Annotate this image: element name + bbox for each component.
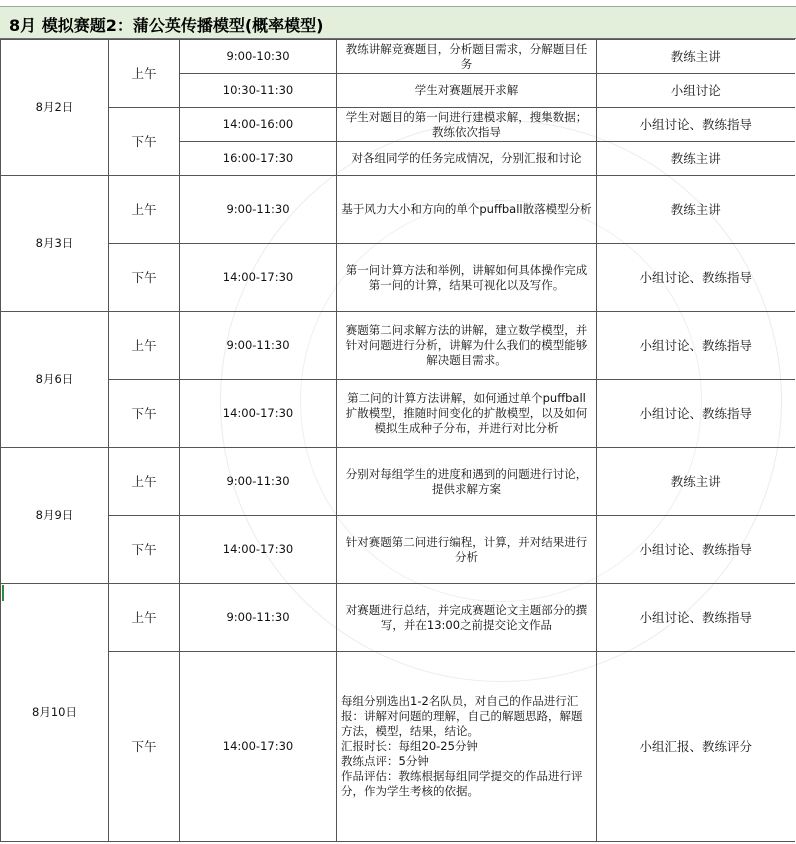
- table-row[interactable]: [1, 652, 795, 842]
- segment-cell[interactable]: 上午: [109, 312, 180, 380]
- form-cell[interactable]: 教练主讲: [597, 40, 795, 74]
- form-cell[interactable]: 小组讨论、教练指导: [597, 244, 795, 312]
- content-cell[interactable]: 基于风力大小和方向的单个puffball散落模型分析: [337, 176, 597, 244]
- content-cell[interactable]: 对赛题进行总结，并完成赛题论文主题部分的撰写，并在13:00之前提交论文作品: [337, 584, 597, 652]
- table-row[interactable]: [1, 448, 795, 516]
- time-cell[interactable]: 9:00-11:30: [180, 312, 337, 380]
- content-cell[interactable]: [337, 652, 597, 842]
- time-cell[interactable]: 14:00-17:30: [180, 652, 337, 842]
- content-cell[interactable]: 针对赛题第二问进行编程，计算，并对结果进行分析: [337, 516, 597, 584]
- date-cell[interactable]: 8月10日: [1, 584, 109, 842]
- time-cell[interactable]: 14:00-17:30: [180, 244, 337, 312]
- form-cell[interactable]: 小组汇报、教练评分: [597, 652, 795, 842]
- time-cell[interactable]: 14:00-16:00: [180, 108, 337, 142]
- form-cell[interactable]: 小组讨论、教练指导: [597, 108, 795, 142]
- form-cell[interactable]: 小组讨论、教练指导: [597, 584, 795, 652]
- table-row[interactable]: [1, 584, 795, 652]
- page-title: 8月 模拟赛题2：蒲公英传播模型(概率模型): [9, 16, 324, 35]
- row-selection-marker: [2, 585, 4, 601]
- time-cell[interactable]: 9:00-10:30: [180, 40, 337, 74]
- segment-cell[interactable]: 下午: [109, 380, 180, 448]
- content-cell[interactable]: 教练讲解竞赛题目，分析题目需求，分解题目任务: [337, 40, 597, 74]
- content-cell[interactable]: 对各组同学的任务完成情况，分别汇报和讨论: [337, 142, 597, 176]
- content-line: 汇报时长：每组20-25分钟: [341, 739, 478, 753]
- schedule-grid: [0, 39, 795, 842]
- table-row[interactable]: [1, 380, 795, 448]
- table-row[interactable]: [1, 244, 795, 312]
- content-cell[interactable]: 分别对每组学生的进度和遇到的问题进行讨论，提供求解方案: [337, 448, 597, 516]
- segment-cell[interactable]: 下午: [109, 108, 180, 176]
- time-cell[interactable]: 10:30-11:30: [180, 74, 337, 108]
- segment-cell[interactable]: 上午: [109, 584, 180, 652]
- form-cell[interactable]: 教练主讲: [597, 448, 795, 516]
- title-row[interactable]: [0, 7, 796, 39]
- table-row[interactable]: [1, 312, 795, 380]
- time-cell[interactable]: 9:00-11:30: [180, 176, 337, 244]
- table-row[interactable]: [1, 516, 795, 584]
- date-cell[interactable]: 8月6日: [1, 312, 109, 448]
- segment-cell[interactable]: 下午: [109, 652, 180, 842]
- content-cell[interactable]: 第一问计算方法和举例，讲解如何具体操作完成第一问的计算，结果可视化以及写作。: [337, 244, 597, 312]
- time-cell[interactable]: 9:00-11:30: [180, 584, 337, 652]
- date-cell[interactable]: 8月2日: [1, 40, 109, 176]
- table-row[interactable]: [1, 108, 795, 142]
- time-cell[interactable]: 14:00-17:30: [180, 516, 337, 584]
- table-row[interactable]: [1, 176, 795, 244]
- form-cell[interactable]: 小组讨论、教练指导: [597, 516, 795, 584]
- time-cell[interactable]: 16:00-17:30: [180, 142, 337, 176]
- time-cell[interactable]: 14:00-17:30: [180, 380, 337, 448]
- time-cell[interactable]: 9:00-11:30: [180, 448, 337, 516]
- content-line: 教练点评：5分钟: [341, 754, 429, 768]
- form-cell[interactable]: 小组讨论、教练指导: [597, 312, 795, 380]
- content-cell[interactable]: 学生对赛题展开求解: [337, 74, 597, 108]
- content-cell[interactable]: 学生对题目的第一问进行建模求解，搜集数据；教练依次指导: [337, 108, 597, 142]
- segment-cell[interactable]: 上午: [109, 448, 180, 516]
- form-cell[interactable]: 小组讨论: [597, 74, 795, 108]
- content-line: 作品评估：教练根据每组同学提交的作品进行评分，作为学生考核的依据。: [341, 769, 583, 798]
- form-cell[interactable]: 教练主讲: [597, 142, 795, 176]
- date-cell[interactable]: 8月3日: [1, 176, 109, 312]
- sheet-top-strip: [0, 0, 796, 7]
- schedule-table: [0, 39, 795, 842]
- content-cell[interactable]: 第二问的计算方法讲解，如何通过单个puffball 扩散模型，推随时间变化的扩散模型，以及如何模拟生成种子分布，并进行对比分析: [337, 380, 597, 448]
- date-cell[interactable]: 8月9日: [1, 448, 109, 584]
- content-line: 每组分别选出1-2名队员，对自己的作品进行汇报：讲解对问题的理解，自己的解题思路，解题方法，模型，结果，结论。: [341, 694, 583, 738]
- segment-cell[interactable]: 上午: [109, 40, 180, 108]
- content-cell[interactable]: 赛题第二问求解方法的讲解，建立数学模型，并针对问题进行分析，讲解为什么我们的模型能够解决题目需求。: [337, 312, 597, 380]
- table-row[interactable]: [1, 40, 795, 74]
- segment-cell[interactable]: 上午: [109, 176, 180, 244]
- form-cell[interactable]: 教练主讲: [597, 176, 795, 244]
- form-cell[interactable]: 小组讨论、教练指导: [597, 380, 795, 448]
- segment-cell[interactable]: 下午: [109, 244, 180, 312]
- segment-cell[interactable]: 下午: [109, 516, 180, 584]
